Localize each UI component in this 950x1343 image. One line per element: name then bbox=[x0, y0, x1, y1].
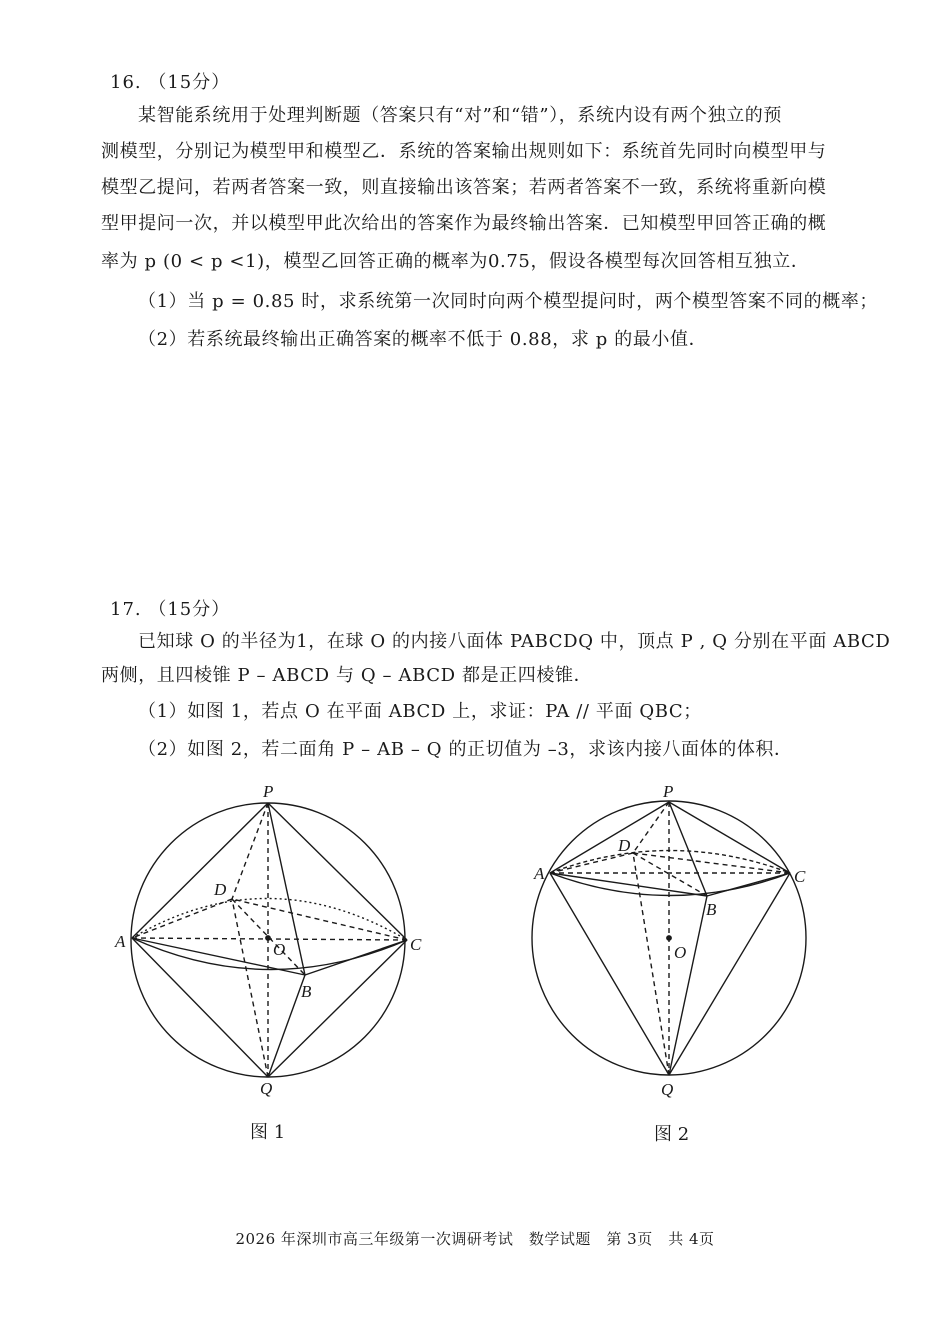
figure-2-edge-PC bbox=[669, 802, 790, 873]
figure-1-label-O: O bbox=[273, 940, 286, 959]
figure-2-edge-PA bbox=[550, 802, 669, 873]
question-16-line-4: 型甲提问一次，并以模型甲此次给出的答案作为最终输出答案．已知模型甲回答正确的概 bbox=[101, 213, 827, 234]
figure-1-edge-PD bbox=[232, 803, 268, 899]
figure-1-edge-QD bbox=[232, 899, 268, 1077]
figure-2-diagram bbox=[532, 801, 806, 1075]
question-16-line-1: 某智能系统用于处理判断题（答案只有“对”和“错”），系统内设有两个独立的预 bbox=[138, 105, 783, 126]
question-17-part-2: （2）如图 2，若二面角 P – AB – Q 的正切值为 –3，求该内接八面体的体积． bbox=[138, 739, 793, 760]
figure-1-center-point bbox=[266, 936, 270, 940]
question-16-line-5: 率为 p (0 < p <1)，模型乙回答正确的概率为0.75，假设各模型每次回答相互独立． bbox=[101, 251, 810, 272]
figure-2-label-O: O bbox=[674, 943, 687, 962]
question-16-part-2: （2）若系统最终输出正确答案的概率不低于 0.88，求 p 的最小值． bbox=[138, 329, 708, 350]
figure-2-section-front bbox=[550, 873, 790, 896]
figure-2-label-D: D bbox=[618, 836, 631, 855]
figure-1-edge-PA bbox=[132, 803, 268, 938]
figure-2-label-P: P bbox=[663, 782, 674, 801]
figure-2-center-point bbox=[667, 936, 671, 940]
question-17-part-1: （1）如图 1，若点 O 在平面 ABCD 上，求证：PA // 平面 QBC； bbox=[138, 701, 702, 722]
figure-1-edge-CD bbox=[232, 899, 407, 940]
figure-2-edge-PB bbox=[669, 802, 707, 896]
figure-2-diagonal-BD bbox=[633, 853, 707, 896]
question-17-line-1: 已知球 O 的半径为1，在球 O 的内接八面体 PABCDQ 中，顶点 P , Q 分别在平面 ABCD bbox=[138, 631, 891, 652]
figure-1-edge-DA bbox=[132, 899, 232, 938]
figure-1-label-B: B bbox=[301, 982, 312, 1001]
question-16-line-3: 模型乙提问，若两者答案一致，则直接输出该答案；若两者答案不一致，系统将重新向模 bbox=[101, 177, 827, 198]
figure-2-caption: 图 2 bbox=[654, 1124, 690, 1145]
figure-2-edge-PD bbox=[633, 802, 669, 853]
figure-1-label-C: C bbox=[410, 935, 422, 954]
figure-1-label-Q: Q bbox=[260, 1079, 273, 1098]
page-footer: 2026 年深圳市高三年级第一次调研考试 数学试题 第 3页 共 4页 bbox=[235, 1230, 715, 1248]
question-16-part-1: （1）当 p = 0.85 时，求系统第一次同时向两个模型提问时，两个模型答案不同的概率； bbox=[138, 291, 879, 312]
figure-2-label-C: C bbox=[794, 867, 806, 886]
figure-2-edge-DA bbox=[550, 853, 633, 873]
figure-2-section-back bbox=[550, 851, 790, 874]
figure-1-edge-QA bbox=[132, 938, 268, 1077]
figure-1-label-A: A bbox=[115, 932, 126, 951]
figure-1-edge-BC bbox=[305, 940, 407, 975]
question-17-line-2: 两侧，且四棱锥 P – ABCD 与 Q – ABCD 都是正四棱锥． bbox=[101, 665, 593, 686]
figure-2-edge-CD bbox=[633, 853, 790, 873]
question-16-header: 16. （15分） bbox=[110, 72, 231, 93]
figure-2-edge-QA bbox=[550, 873, 669, 1075]
figure-1-equator-back bbox=[132, 898, 407, 940]
figure-2-edge-QC bbox=[669, 873, 790, 1075]
figure-1-caption: 图 1 bbox=[250, 1122, 286, 1143]
question-16-line-2: 测模型，分别记为模型甲和模型乙．系统的答案输出规则如下：系统首先同时向模型甲与 bbox=[101, 141, 827, 162]
figure-2-edge-QD bbox=[633, 853, 669, 1075]
figure-2-label-B: B bbox=[706, 900, 717, 919]
figure-1-diagram bbox=[131, 803, 407, 1077]
figure-2-label-Q: Q bbox=[661, 1080, 674, 1099]
figure-2-edge-QB bbox=[669, 896, 707, 1075]
question-17-header: 17. （15分） bbox=[110, 599, 231, 620]
figure-2-label-A: A bbox=[534, 864, 545, 883]
figure-1-label-D: D bbox=[214, 880, 227, 899]
figure-1-edge-QB bbox=[268, 975, 305, 1077]
figure-1-label-P: P bbox=[263, 782, 274, 801]
